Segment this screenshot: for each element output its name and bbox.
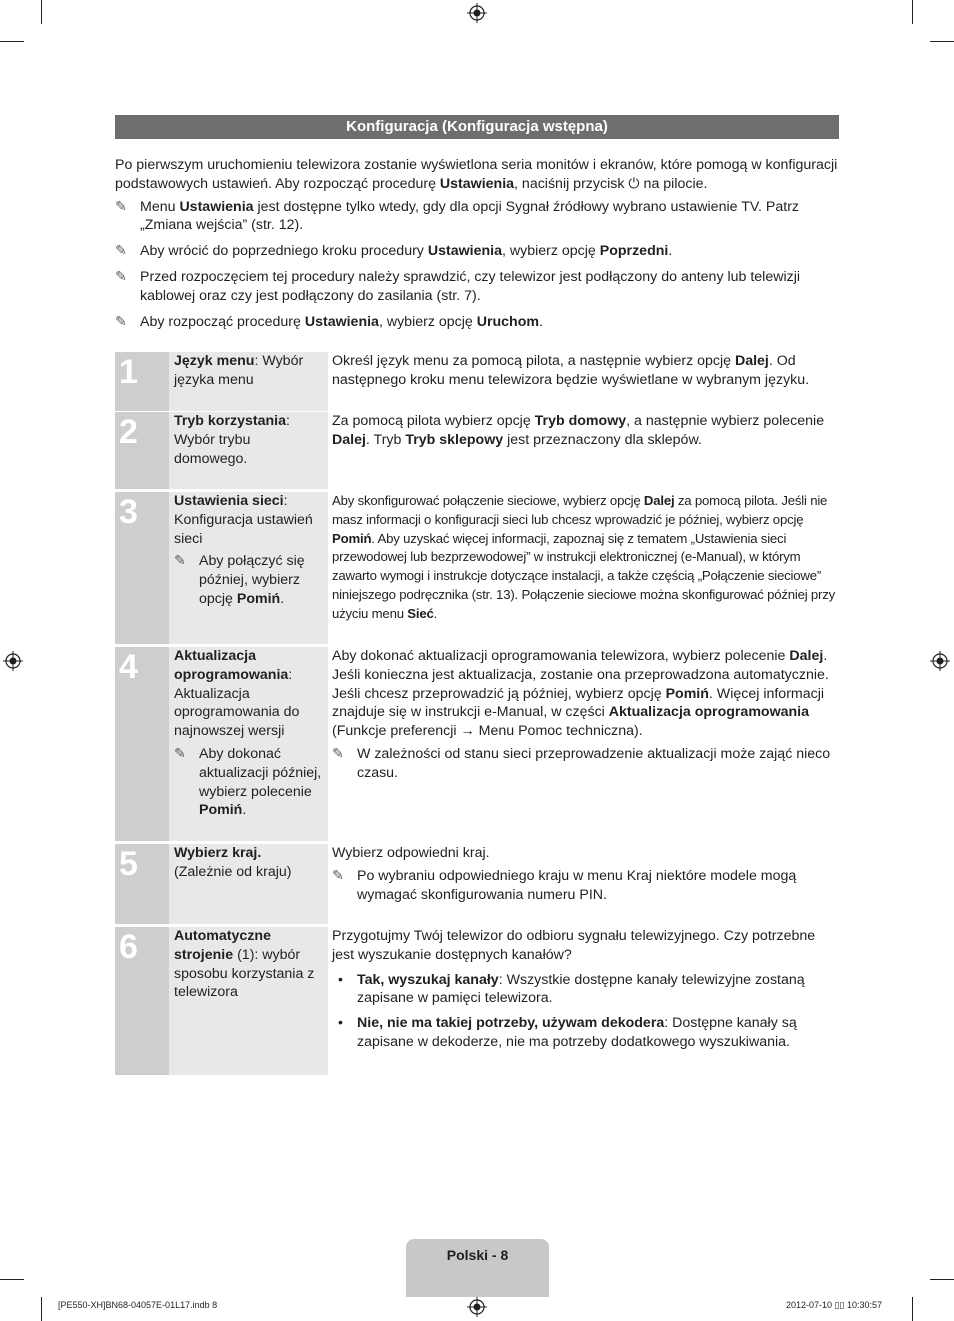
step-number: 3 bbox=[115, 492, 169, 644]
note-item: ✎ Aby połączyć się później, wybierz opcję Pomiń. bbox=[174, 553, 305, 607]
list-item: • Tak, wyszukaj kanały: Wszystkie dostępne kanały telewizyjne zostaną zapisane w pamięci telewizora. bbox=[338, 971, 805, 1007]
crop-mark bbox=[41, 0, 42, 24]
note-item: ✎ W zależności od stanu sieci przeprowadzenie aktualizacji może zająć nieco czasu. bbox=[332, 745, 831, 781]
print-slug-right: 2012-07-10 ▯▯ 10:30:57 bbox=[786, 1300, 882, 1310]
crop-mark bbox=[41, 1297, 42, 1321]
step-description: Wybierz odpowiedni kraj. ✎ Po wybraniu odpowiedniego kraju w menu Kraj niektóre modele mogą wymagać skonfigurowania numeru PIN. bbox=[328, 844, 839, 924]
step-description: Aby skonfigurować połączenie sieciowe, wybierz opcję Dalej za pomocą pilota. Jeśli nie masz informacji o konfiguracji sieci lub chcesz wprowadzić je później, wybierz opcję Pomiń. Aby uzyskać więcej informacji, zapoznaj się z tematem „Ustawienia sieci przewodowej lub bezprzewodowej” w instrukcji elektronicznej (e-Manual), w którym zawarto wymogi i instrukcje dotyczące instalacji, a także częścią „Połączenie sieciowe” niniejszego podręcznika (str. 13). Połączenie sieciowe można skonfigurować później przy użyciu menu Sieć. bbox=[332, 493, 836, 621]
crop-mark bbox=[912, 0, 913, 24]
crop-mark bbox=[0, 1279, 24, 1280]
step-row bbox=[115, 647, 839, 841]
pencil-icon: ✎ bbox=[115, 198, 127, 215]
registration-mark-icon bbox=[930, 651, 950, 671]
pencil-icon: ✎ bbox=[115, 268, 127, 285]
step-row bbox=[115, 844, 839, 924]
step-label: Język menu: Wybór języka menu bbox=[169, 352, 328, 411]
crop-mark bbox=[0, 41, 24, 42]
crop-mark bbox=[930, 1279, 954, 1280]
pencil-icon: ✎ bbox=[332, 745, 344, 762]
step-label: Ustawienia sieci: Konfiguracja ustawień sieci ✎ Aby połączyć się później, wybierz opcję Pomiń. bbox=[169, 492, 328, 644]
pencil-icon: ✎ bbox=[332, 867, 344, 884]
step-number: 1 bbox=[115, 352, 169, 411]
step-row bbox=[115, 927, 839, 1075]
pencil-icon: ✎ bbox=[115, 243, 127, 260]
step-description: Określ język menu za pomocą pilota, a następnie wybierz opcję Dalej. Od następnego kroku menu telewizora będzie wyświetlane w wybranym języku. bbox=[332, 353, 810, 388]
pencil-icon: ✎ bbox=[115, 313, 127, 330]
registration-mark-icon bbox=[467, 3, 487, 23]
intro-paragraph: Po pierwszym uruchomieniu telewizora zostanie wyświetlona seria monitów i ekranów, które pomogą w konfiguracji podstawowych ustawień. Aby rozpocząć procedurę Ustawienia, naciśnij przycisk ⏻ na pilocie. bbox=[115, 157, 838, 192]
step-description: Aby dokonać aktualizacji oprogramowania telewizora, wybierz polecenie Dalej. Jeśli konieczna jest aktualizacja, zostanie ona przeprowadzona automatycznie. Jeśli chcesz przeprowadzić ją później, wybierz opcję Pomiń. Więcej informacji znajduje się w instrukcji e-Manual, w części Aktualizacja oprogramowania (Funkcje preferencji → Menu Pomoc techniczna). ✎ W zależności od stanu sieci przeprowadzenie aktualizacji może zająć nieco czasu. bbox=[328, 647, 839, 841]
pencil-icon: ✎ bbox=[174, 553, 186, 570]
note-item: ✎ Menu Ustawienia jest dostępne tylko wtedy, gdy dla opcji Sygnał źródłowy wybrano ustawienie TV. Patrz „Zmiana wejścia” (str. 12). bbox=[115, 198, 800, 234]
step-row bbox=[115, 352, 839, 411]
page-number-tab: Polski - 8 bbox=[406, 1239, 549, 1297]
step-number: 5 bbox=[115, 844, 169, 924]
step-number: 2 bbox=[115, 412, 169, 489]
step-number: 6 bbox=[115, 927, 169, 1075]
power-icon: ⏻ bbox=[628, 175, 640, 192]
crop-mark bbox=[930, 41, 954, 42]
step-row bbox=[115, 492, 839, 644]
step-label: Wybierz kraj. (Zależnie od kraju) bbox=[169, 844, 328, 924]
registration-mark-icon bbox=[467, 1297, 487, 1317]
print-slug-left: [PE550-XH]BN68-04057E-01L17.indb 8 bbox=[58, 1300, 218, 1310]
step-label: Tryb korzystania: Wybór trybu domowego. bbox=[169, 412, 328, 489]
crop-mark bbox=[912, 1297, 913, 1321]
step-row bbox=[115, 412, 839, 489]
steps-table bbox=[115, 352, 839, 1075]
registration-mark-icon bbox=[3, 651, 23, 671]
step-description: Za pomocą pilota wybierz opcję Tryb domowy, a następnie wybierz polecenie Dalej. Tryb Tryb sklepowy jest przeznaczony dla sklepów. bbox=[332, 413, 825, 448]
step-description: Przygotujmy Twój telewizor do odbioru sygnału telewizyjnego. Czy potrzebne jest wyszukanie dostępnych kanałów? • Tak, wyszukaj kanały: Wszystkie dostępne kanały telewizyjne zostaną zapisane w pamięci telewizora. • Nie, nie ma takiej potrzeby, używam dekodera: Dostępne kanały są zapisane w dekoderze, nie ma potrzeby dodatkowego wyszukiwania. bbox=[328, 927, 839, 1075]
intro-section bbox=[115, 156, 839, 338]
step-label: Automatyczne strojenie (1): wybór sposobu korzystania z telewizora bbox=[169, 927, 328, 1075]
list-item: • Nie, nie ma takiej potrzeby, używam dekodera: Dostępne kanały są zapisane w dekoderze, nie ma potrzeby dodatkowego wyszukiwania. bbox=[338, 1015, 797, 1050]
note-item: ✎ Przed rozpoczęciem tej procedury należy sprawdzić, czy telewizor jest podłączony do anteny lub telewizji kablowej oraz czy jest podłączony do zasilania (str. 7). bbox=[115, 268, 801, 304]
note-item: ✎ Aby rozpocząć procedurę Ustawienia, wybierz opcję Uruchom. bbox=[115, 313, 543, 330]
step-number: 4 bbox=[115, 647, 169, 841]
note-item: ✎ Aby dokonać aktualizacji później, wybierz polecenie Pomiń. bbox=[174, 745, 322, 819]
pencil-icon: ✎ bbox=[174, 745, 186, 762]
section-title: Konfiguracja (Konfiguracja wstępna) bbox=[115, 115, 839, 139]
step-label: Aktualizacja oprogramowania: Aktualizacja oprogramowania do najnowszej wersji ✎ Aby dokonać aktualizacji później, wybierz polecenie Pomiń. bbox=[169, 647, 328, 841]
note-item: ✎ Po wybraniu odpowiedniego kraju w menu Kraj niektóre modele mogą wymagać skonfigurowania numeru PIN. bbox=[332, 867, 797, 903]
note-item: ✎ Aby wrócić do poprzedniego kroku procedury Ustawienia, wybierz opcję Poprzedni. bbox=[115, 243, 673, 260]
